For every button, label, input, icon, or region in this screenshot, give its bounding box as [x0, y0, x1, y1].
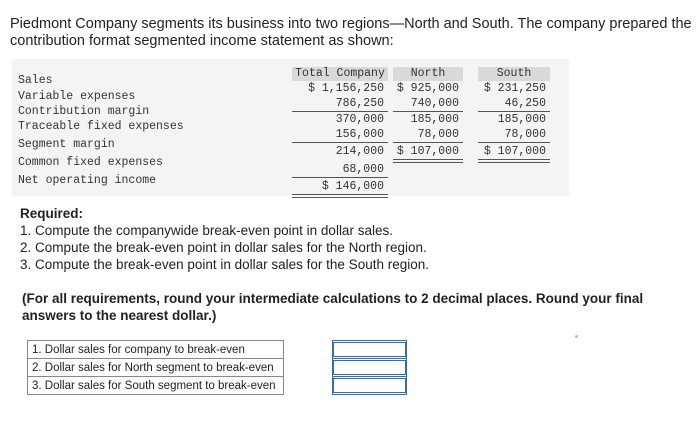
north-sales: $ 925,000 — [396, 82, 459, 95]
total-traceable-fixed: 156,000 — [335, 128, 384, 141]
label-traceable-fixed-expenses: Traceable fixed expenses — [18, 120, 184, 133]
answer-input-north[interactable] — [333, 360, 406, 375]
label-sales: Sales — [18, 74, 53, 87]
problem-intro: Piedmont Company segments its business into two regions—North and South. The company prepared the contribution format segmented income statement as shown: — [10, 16, 692, 49]
requirements-section — [20, 205, 429, 273]
requirement-item: 3. Compute the break-even point in dollar sales for the South region. — [20, 257, 429, 272]
answer-row — [28, 377, 407, 395]
south-segment-margin: $ 107,000 — [483, 145, 546, 158]
answer-label: 2. Dollar sales for North segment to break-even — [28, 359, 284, 377]
total-common-fixed: 68,000 — [342, 163, 384, 176]
north-traceable-fixed: 78,000 — [417, 128, 459, 141]
answer-table — [27, 340, 407, 395]
total-net-operating-income: $ 146,000 — [321, 180, 384, 193]
north-segment-margin: $ 107,000 — [396, 145, 459, 158]
south-sales: $ 231,250 — [483, 82, 546, 95]
rounding-instructions: (For all requirements, round your intermediate calculations to 2 decimal places. Round your final answers to the nearest dollar.) — [22, 291, 644, 323]
total-company-header: Total Company — [292, 67, 388, 81]
south-variable-expenses: 46,250 — [504, 97, 546, 110]
answer-label: 1. Dollar sales for company to break-even — [28, 341, 284, 359]
decorative-dot — [575, 335, 578, 338]
label-net-operating-income: Net operating income — [18, 174, 157, 187]
answer-input-company[interactable] — [333, 342, 406, 357]
south-header: South — [478, 67, 550, 81]
total-segment-margin: 214,000 — [335, 145, 384, 158]
north-contribution-margin: 185,000 — [410, 113, 459, 126]
answer-row — [28, 359, 407, 377]
answer-label: 3. Dollar sales for South segment to break-even — [28, 377, 284, 395]
north-header: North — [393, 67, 463, 81]
answer-input-south[interactable] — [333, 378, 406, 393]
total-variable-expenses: 786,250 — [335, 97, 384, 110]
requirements-heading: Required: — [20, 206, 84, 221]
north-variable-expenses: 740,000 — [410, 97, 459, 110]
label-segment-margin: Segment margin — [18, 138, 115, 151]
requirement-item: 2. Compute the break-even point in dollar sales for the North region. — [20, 240, 427, 255]
label-variable-expenses: Variable expenses — [18, 90, 136, 103]
label-contribution-margin: Contribution margin — [18, 105, 150, 118]
total-sales: $ 1,156,250 — [308, 82, 384, 95]
answer-row — [28, 341, 407, 359]
label-common-fixed-expenses: Common fixed expenses — [18, 156, 163, 169]
south-contribution-margin: 185,000 — [497, 113, 546, 126]
total-contribution-margin: 370,000 — [335, 113, 384, 126]
south-traceable-fixed: 78,000 — [504, 128, 546, 141]
requirement-item: 1. Compute the companywide break-even point in dollar sales. — [20, 223, 393, 238]
